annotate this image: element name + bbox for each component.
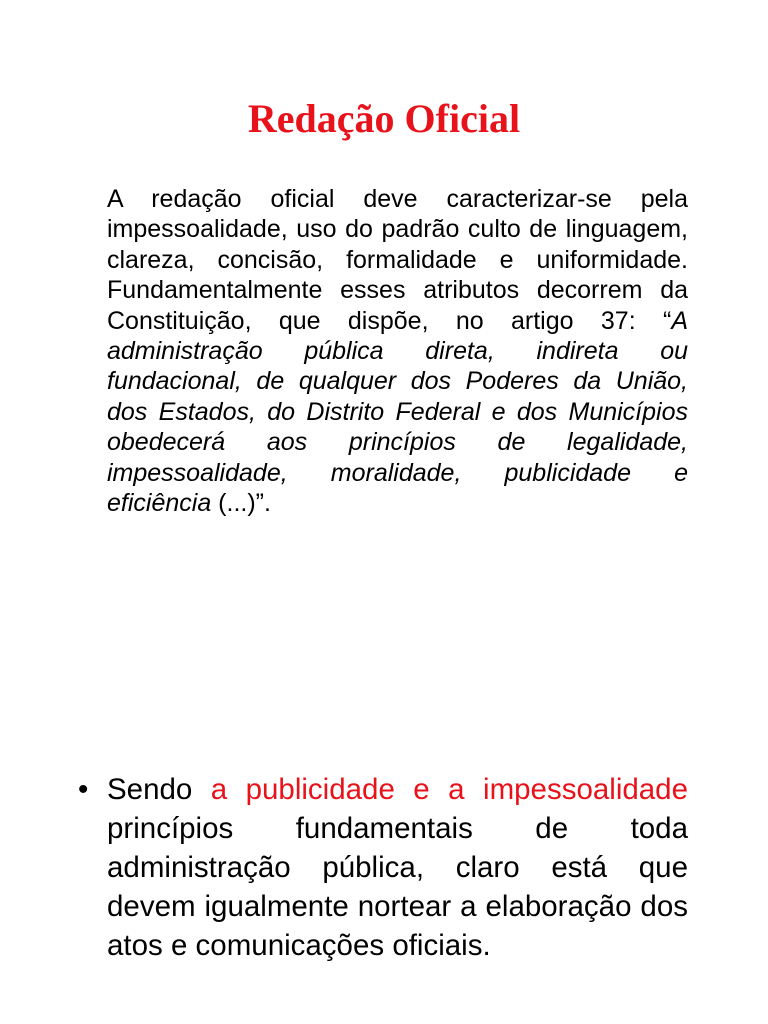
bullet-icon: • xyxy=(78,773,89,806)
quote-ending: (...)”. xyxy=(211,489,271,518)
page-title: Redação Oficial xyxy=(247,96,521,141)
intro-text: A redação oficial deve caracterizar-se pela impessoalidade, uso do padrão culto de linguagem, clareza, concisão, formalidade e uniformidade. Fundamentalmente esses atributos decorrem da Constituição, que dispõe, no artigo 37: “ xyxy=(107,185,688,335)
intro-paragraph xyxy=(107,184,688,518)
bullet-item xyxy=(78,770,688,965)
bullet-lead: Sendo xyxy=(107,773,211,806)
constitution-quote: A administração pública direta, indireta ou fundacional, de qualquer dos Poderes da União, dos Estados, do Distrito Federal e dos Municípios obedecerá aos princípios de legalidade, impessoalidade, moralidade, publicidade e eficiência xyxy=(107,306,688,518)
bullet-highlight: a publicidade e a impessoalidade xyxy=(210,773,688,806)
bullet-rest: princípios fundamentais de toda administração pública, claro está que devem igualmente nortear a elaboração dos atos e comunicações oficiais. xyxy=(107,812,688,962)
bullet-text xyxy=(107,770,688,965)
